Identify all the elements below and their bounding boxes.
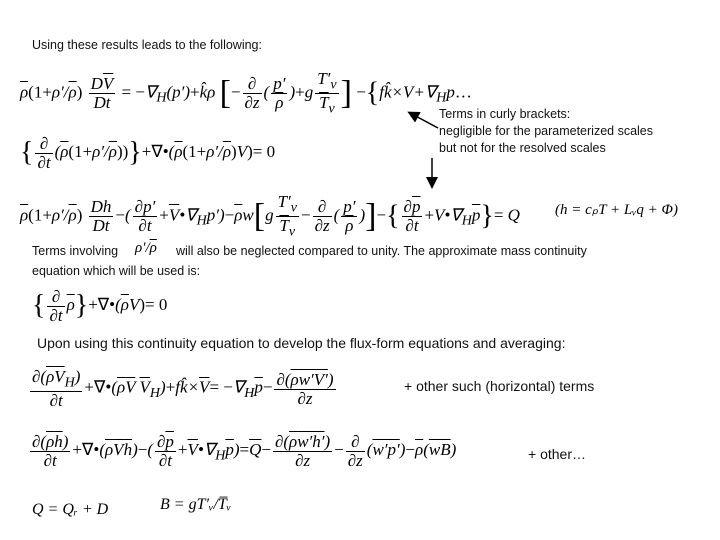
annotation-line-1: Terms in curly brackets: (439, 107, 571, 121)
enthalpy-equation: $\overline{\rho}(1+\rho'/\overline{\rho})$ $\frac{Dh}{Dt}$ −( $\frac{\partial p'}{\partial t}$ $+\overline{V}•\nabla_Hp')-\overline{\rho}w[g$ $\frac{T'_v}{\overline{T}_v}$ − $\frac{\partial}{\partial z}$ ( $\frac{p'}{\rho}$ )]−{ $\frac{\partial\overline{p}}{\partial t}$ $+V•\nabla_H\overline{p}\}= Q$ (20, 192, 520, 240)
upon-text: Upon using this continuity equation to develop the flux-form equations and averaging: (37, 335, 566, 351)
other-terms: + other… (528, 446, 586, 462)
enthalpy-definition: (h = cₚT + Lᵥq + Φ) (555, 202, 678, 218)
momentum-equation: $\overline{\rho}(1+\rho'/\overline{\rho})$ $\frac{D\overline{V}}{Dt}$ = $-\nabla_H(p')+k̂\rho$ [− $\frac{\partial}{\partial z}$ ( $\frac{p'}{\rho}$ )+g $\frac{T'_v}{\overline{T}_v}$ ] $-\{fk̂\times V+\nabla_Hp\dots$ (20, 69, 472, 117)
arrow-to-momentum-braces (410, 113, 438, 128)
buoyancy-definition: B = gT′ᵥ/T̅ᵥ (160, 496, 232, 513)
flux-enthalpy-equation: $\frac{\partial(\overline{\rho}\overline{h})}{\partial t}$ $+\nabla•(\overline{\rho}\overline{V}\overline{h})-$( $\frac{\partial\overline{p}}{\partial t}$ $+\overline{V}•\nabla_H\overline{p})=\overline{Q}-$ $\frac{\partial(\overline{\rho}w'h')}{\partial z}$ − $\frac{\partial}{\partial z}$ $(w'p')-\overline{\rho}(\overline{wB})$ (32, 432, 457, 470)
continuity-equation-approx: { $\frac{\partial}{\partial t}$ $\overline{\rho}\}+\nabla•(\overline{\rho}V)= 0$ (32, 287, 168, 325)
continuity-equation-full: { $\frac{\partial}{\partial t}$ $(\overline{\rho}(1+\rho'/\overline{\rho}))\}+\nabla•(\overline{\rho}(1+\rho'/\overline{\rho})V)= 0$ (20, 134, 276, 172)
annotation-line-3: but not for the resolved scales (439, 141, 606, 155)
annotation-line-2: negligible for the parameterized scales (439, 124, 654, 138)
flux-momentum-equation: $\frac{\partial(\overline{\rho}\overline{V}_H)}{\partial t}$ $+\nabla•(\overline{\rho}\overline{V}$ $\overline{V}_H)+fk̂\times\overline{V}= -\nabla_H\overline{p}-$ $\frac{\partial(\overline{\rho}w'V')}{\partial z}$ (32, 367, 334, 411)
intro-text: Using these results leads to the following: (32, 38, 262, 52)
other-horizontal-terms: + other such (horizontal) terms (404, 378, 595, 394)
density-ratio-symbol: $\rho'/\overline{\rho}$ (135, 240, 157, 256)
terms-involving-text-a: Terms involving (32, 244, 119, 258)
terms-involving-text-b: will also be neglected compared to unity. The approximate mass continuity (176, 244, 587, 258)
heating-definition: Q = Qᵣ + D (32, 501, 109, 518)
terms-involving-text-c: equation which will be used is: (32, 264, 201, 278)
